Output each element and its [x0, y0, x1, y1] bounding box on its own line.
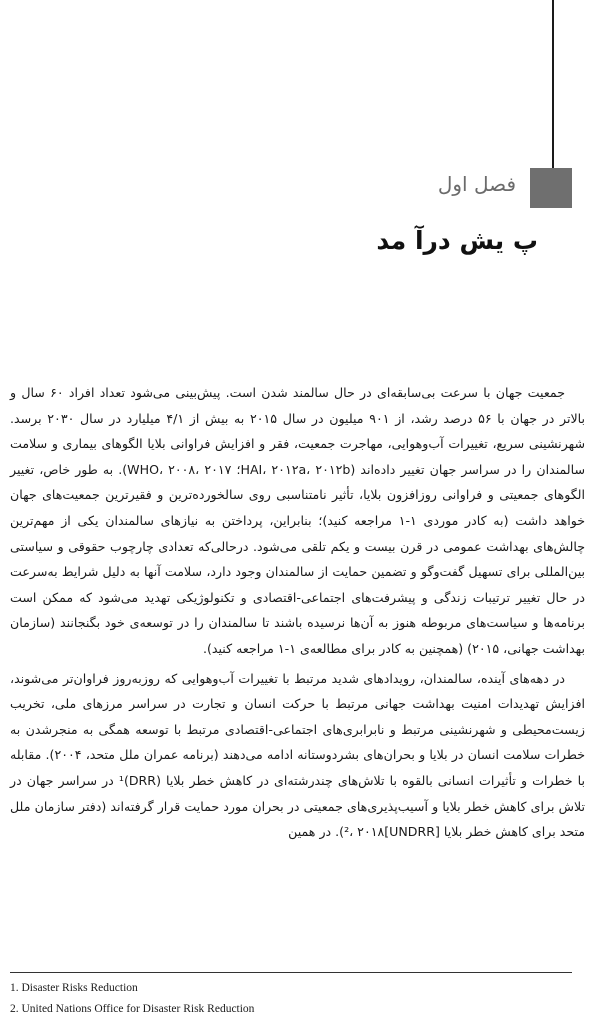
body-text: [10, 380, 585, 849]
footnote-divider: [10, 972, 572, 973]
chapter-marker-box: [530, 168, 572, 208]
footnote-2: 2. United Nations Office for Disaster Risk Reduction: [10, 1003, 255, 1015]
top-vertical-rule: [552, 0, 554, 168]
footnote-1: 1. Disaster Risks Reduction: [10, 982, 138, 994]
chapter-label: فصل اول: [437, 172, 516, 196]
paragraph-1: جمعیت جهان با سرعت بی‌سابقه‌ای در حال سالمند شدن است. پیش‌بینی می‌شود تعداد افراد ۶۰ سال و بالاتر در جهان با ۵۶ درصد رشد، از ۹۰۱ میلیون در سال ۲۰۱۵ به بیش از ۴/۱ میلیارد در سال ۲۰۳۰ برسد. شهرنشینی سریع، تغییرات آب‌وهوایی، مهاجرت جمعیت، فقر و افزایش فراوانی بلایا الگوهای بیماری و سلامت سالمندان را در سراسر جهان تغییر داده‌اند (HAI، ۲۰۱۲a، ۲۰۱۲b؛ WHO، ۲۰۰۸، ۲۰۱۷). به طور خاص، تغییر الگوهای جمعیتی و فراوانی روزافزون بلایا، تأثیر نامتناسبی روی سالخورده‌ترین و فقیرترین جمعیت‌های جهان خواهد داشت (به کادر موردی ۱-۱ مراجعه کنید)؛ بنابراین، پرداختن به نیازهای سالمندان یکی از مهم‌ترین چالش‌های بهداشت عمومی در قرن بیست و یکم تلقی می‌شود. درحالی‌که تعدادی چارچوب حقوقی و سیاستی بین‌المللی برای تسهیل گفت‌وگو و تضمین حمایت از سالمندان وجود دارد، سلامت آنها به دلیل شرایط به‌سرعت در حال تغییر ترتیبات زندگی و پیشرفت‌های اجتماعی-اقتصادی و تکنولوژیکی تهدید می‌شود که ممکن است برنامه‌ها و سیاست‌های مربوطه هنوز به آن‌ها نرسیده باشند تا سالمندان را در توسعه‌ی خود بگنجانند (سازمان بهداشت جهانی، ۲۰۱۵) (همچنین به کادر برای مطالعه‌ی ۱-۱ مراجعه کنید).: [10, 385, 586, 656]
paragraph-2: در دهه‌های آینده، سالمندان، رویدادهای شدید مرتبط با تغییرات آب‌وهوایی که روزبه‌روز فراوان‌تر می‌شوند، افزایش تهدیدات امنیت بهداشت جهانی مرتبط با حرکت انسان و تجارت در سراسر مرزهای ملی، تخریب زیست‌محیطی و شهرنشینی مرتبط و نابرابری‌های اجتماعی-اقتصادی مرتبط با توسعه همگی به منجرشدن به خطرات سلامت انسان در بلایا و بحران‌های بشردوستانه ادامه می‌دهند (برنامه عمران ملل متحد، ۲۰۰۴). مقابله با خطرات و تأثیرات انسانی بالقوه با تلاش‌های چندرشته‌ای در کاهش خطر بلایا (DRR)¹ در سراسر جهان در تلاش برای کاهش خطر بلایا و آسیب‌پذیری‌های جمعیتی در بحران مورد حمایت قرار گرفته‌اند (دفتر سازمان ملل متحد برای کاهش خطر بلایا [UNDRR]²، ۲۰۱۸). در همین: [10, 670, 585, 840]
chapter-title: پ یش درآ مد: [376, 226, 538, 255]
footnotes: [10, 978, 580, 1020]
